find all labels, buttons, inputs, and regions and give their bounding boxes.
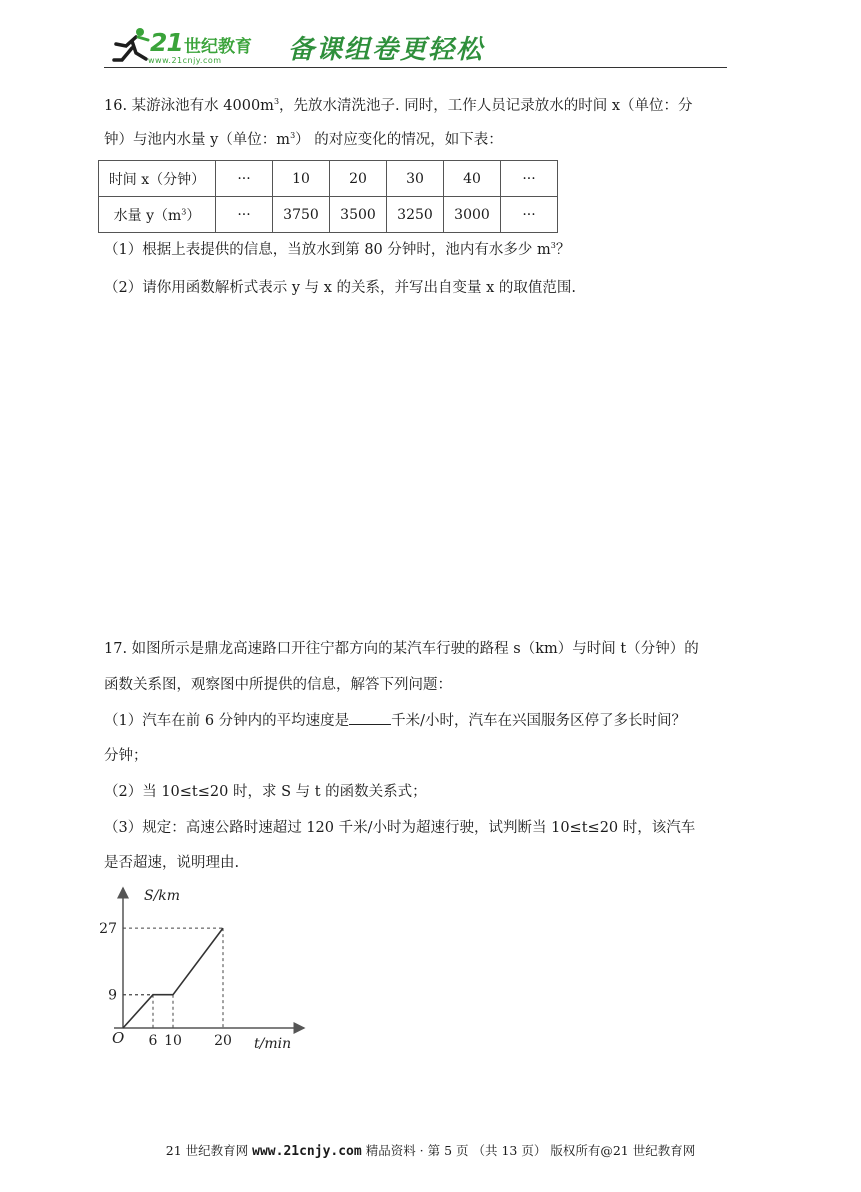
x-tick-label: 20 xyxy=(214,1033,232,1049)
origin-label: O xyxy=(112,1029,125,1047)
header-rule xyxy=(104,67,727,68)
table-cell: 3250 xyxy=(387,197,444,233)
table-row xyxy=(99,197,558,233)
logo-url: www.21cnjy.com xyxy=(148,56,222,65)
y-tick-label: 9 xyxy=(108,987,117,1004)
y-axis-label: S/km xyxy=(144,888,181,904)
distance-time-graph xyxy=(99,878,314,1053)
q16-sub2: （2）请你用函数解析式表示 y 与 x 的关系，并写出自变量 x 的取值范围. xyxy=(104,280,577,296)
q17-line1: 17. 如图所示是鼎龙高速路口开往宁都方向的某汽车行驶的路程 s（km）与时间 t（分钟）的 xyxy=(104,641,699,657)
table-cell: ··· xyxy=(501,197,558,233)
q17-sub1-line2: 分钟； xyxy=(104,748,148,764)
table-cell: ··· xyxy=(501,161,558,197)
table-cell: 30 xyxy=(387,161,444,197)
q16-line2: 钟）与池内水量 y（单位：$m^3$） 的对应变化的情况，如下表： xyxy=(104,131,503,148)
q16-data-table xyxy=(98,160,558,233)
footer-page-info: 精品资料 · 第 5 页 （共 13 页） xyxy=(365,1143,547,1158)
q16-sub1: （1）根据上表提供的信息，当放水到第 80 分钟时，池内有水多少 $m^3$？ xyxy=(104,241,571,258)
q16-line1: 16. 某游泳池有水 $4000m^3$，先放水清洗池子. 同时，工作人员记录放水的时间 x（单位：分 xyxy=(104,97,693,114)
x-tick-label: 10 xyxy=(164,1033,182,1049)
q17-sub1: （1）汽车在前 6 分钟内的平均速度是 千米/小时，汽车在兴国服务区停了多长时间？ xyxy=(104,710,686,731)
table-cell: 3000 xyxy=(444,197,501,233)
logo-text: 世纪教育 xyxy=(184,37,252,57)
guide-lines xyxy=(123,928,223,1028)
x-tick-label: 6 xyxy=(148,1033,158,1049)
logo-number: 21 xyxy=(150,28,183,57)
table-cell: 3500 xyxy=(330,197,387,233)
page-footer xyxy=(0,1141,861,1159)
table-cell: ··· xyxy=(216,161,273,197)
footer-copyright: 版权所有@21 世纪教育网 xyxy=(550,1143,696,1158)
footer-site: www.21cnjy.com xyxy=(252,1144,362,1159)
table-cell: 40 xyxy=(444,161,501,197)
table-cell: 10 xyxy=(273,161,330,197)
q17-sub3-line2: 是否超速，说明理由. xyxy=(104,855,240,871)
header-slogan: 备课组卷更轻松 xyxy=(288,35,485,65)
table-cell: 水量 $y(m^3)$ xyxy=(99,197,216,233)
table-row xyxy=(99,161,558,197)
answer-blank xyxy=(349,710,391,725)
x-axis-label: t/min xyxy=(254,1036,292,1052)
q17-line2: 函数关系图，观察图中所提供的信息，解答下列问题： xyxy=(104,677,452,693)
q17-sub2: （2）当 10≤t≤20 时，求 S 与 t 的函数关系式； xyxy=(104,784,427,800)
page-header xyxy=(104,26,727,70)
y-tick-label: 27 xyxy=(99,921,117,938)
q17-sub3-line1: （3）规定：高速公路时速超过 120 千米/小时为超速行驶，试判断当 10≤t≤20 时，该汽车 xyxy=(104,820,696,836)
table-cell: 3750 xyxy=(273,197,330,233)
table-cell: 时间 x（分钟） xyxy=(99,161,216,197)
table-cell: ··· xyxy=(216,197,273,233)
table-cell: 20 xyxy=(330,161,387,197)
footer-left: 21 世纪教育网 xyxy=(165,1143,249,1158)
